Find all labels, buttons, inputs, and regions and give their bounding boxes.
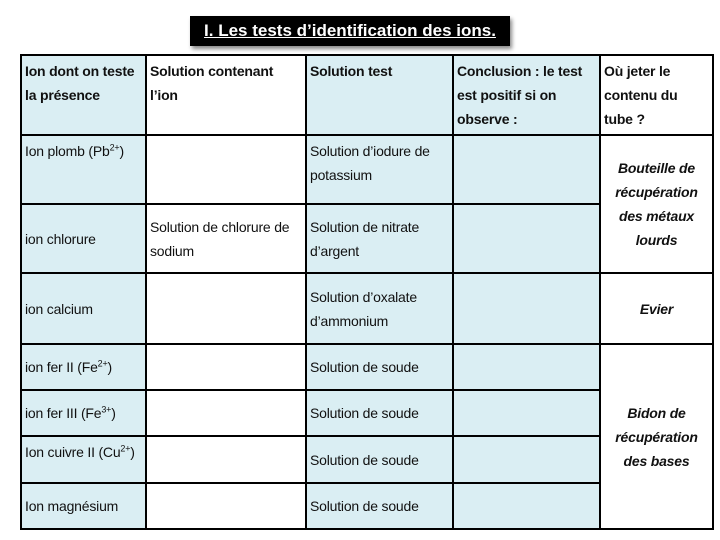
header-test: Solution test	[306, 55, 453, 135]
conclusion-cell	[453, 390, 600, 436]
disposal-heavy-metals: Bouteille de récupération des métaux lourds	[600, 135, 713, 273]
ion-charge: 3+	[101, 404, 112, 415]
ion-name: ion fer III (Fe	[25, 405, 102, 421]
conclusion-cell	[453, 344, 600, 390]
ion-close: )	[107, 359, 113, 375]
header-disposal: Où jeter le contenu du tube ?	[600, 55, 713, 135]
test-cell: Solution d’iodure de potassium	[306, 135, 453, 204]
ion-name: ion fer II (Fe	[25, 359, 98, 375]
ion-cell	[21, 436, 146, 483]
ion-close: )	[130, 444, 135, 460]
contenant-cell	[146, 483, 306, 529]
page-title: I. Les tests d’identification des ions.	[190, 16, 510, 46]
ion-tests-table	[20, 54, 714, 530]
header-contenant: Solution contenant l’ion	[146, 55, 306, 135]
disposal-bases: Bidon de récupération des bases	[600, 344, 713, 529]
test-cell: Solution de nitrate d’argent	[306, 204, 453, 273]
table-row	[21, 135, 713, 204]
table-row	[21, 273, 713, 344]
ion-cell	[21, 135, 146, 204]
contenant-cell	[146, 273, 306, 344]
ion-name: Ion plomb (Pb	[25, 143, 110, 159]
ion-charge: 2+	[120, 443, 131, 454]
ion-cell: Ion magnésium	[21, 483, 146, 529]
ion-charge: 2+	[109, 142, 120, 153]
contenant-cell	[146, 436, 306, 483]
conclusion-cell	[453, 273, 600, 344]
ion-close: )	[111, 405, 116, 421]
header-row	[21, 55, 713, 135]
ion-cell	[21, 344, 146, 390]
header-ion: Ion dont on teste la présence	[21, 55, 146, 135]
contenant-cell: Solution de chlorure de sodium	[146, 204, 306, 273]
conclusion-cell	[453, 204, 600, 273]
test-cell: Solution de soude	[306, 483, 453, 529]
test-cell: Solution de soude	[306, 390, 453, 436]
contenant-cell	[146, 344, 306, 390]
disposal-sink: Evier	[600, 273, 713, 344]
ion-cell	[21, 390, 146, 436]
conclusion-cell	[453, 483, 600, 529]
conclusion-cell	[453, 436, 600, 483]
ion-cell: ion chlorure	[21, 204, 146, 273]
ion-charge: 2+	[97, 358, 108, 369]
conclusion-cell	[453, 135, 600, 204]
test-cell: Solution de soude	[306, 344, 453, 390]
contenant-cell	[146, 390, 306, 436]
contenant-cell	[146, 135, 306, 204]
header-conclusion: Conclusion : le test est positif si on observe :	[453, 55, 600, 135]
test-cell: Solution de soude	[306, 436, 453, 483]
ion-close: )	[119, 143, 124, 159]
test-cell: Solution d’oxalate d’ammonium	[306, 273, 453, 344]
ion-cell: ion calcium	[21, 273, 146, 344]
table-row	[21, 344, 713, 390]
ion-name: Ion cuivre II (Cu	[25, 444, 121, 460]
